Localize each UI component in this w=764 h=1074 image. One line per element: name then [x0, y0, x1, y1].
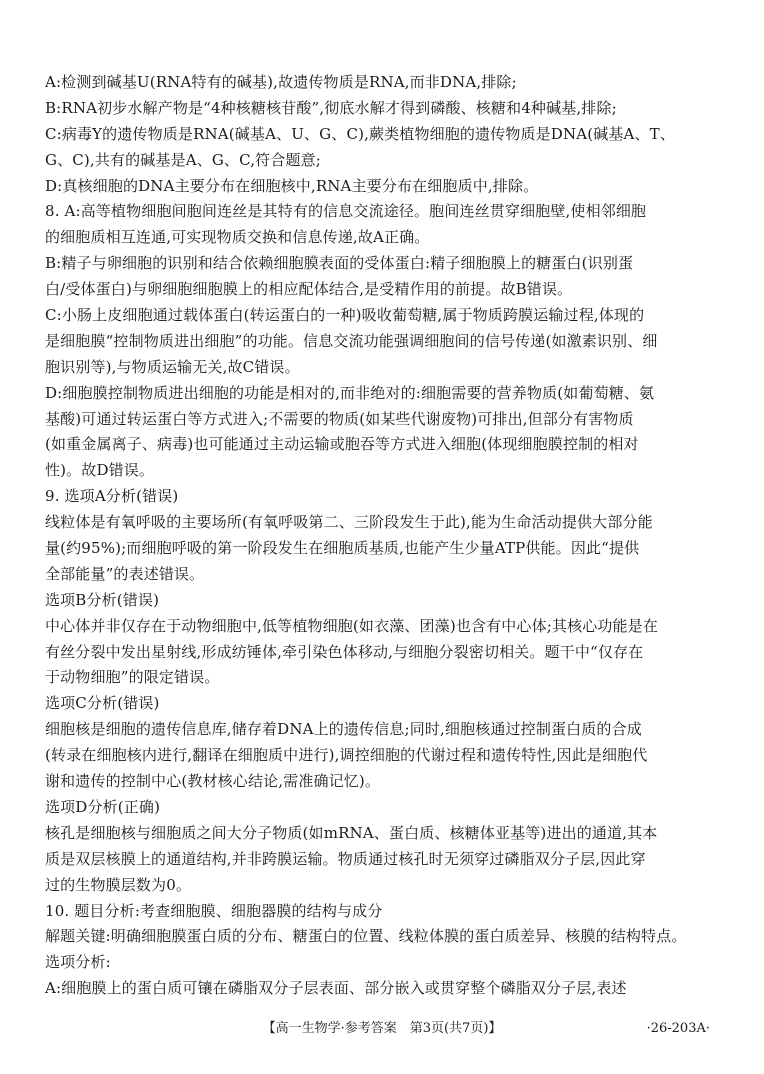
answer-text-body [45, 70, 725, 1002]
text-line: 过的生物膜层数为0。 [45, 875, 192, 894]
text-line: 质是双层核膜上的通道结构,并非跨膜运输。物质通过核孔时无须穿过磷脂双分子层,因此穿 [45, 849, 646, 868]
text-line: 9. 选项A分析(错误) [45, 487, 179, 506]
text-line: D:真核细胞的DNA主要分布在细胞核中,RNA主要分布在细胞质中,排除。 [45, 176, 539, 195]
text-line: 胞识别等),与物质运输无关,故C错误。 [45, 357, 300, 376]
text-line: B:RNA初步水解产物是“4种核糖核苷酸”,彻底水解才得到磷酸、核糖和4种碱基,排除; [45, 98, 617, 117]
text-line: 选项B分析(错误) [45, 590, 160, 609]
text-line: (转录在细胞核内进行,翻译在细胞质中进行),调控细胞的代谢过程和遗传特性,因此是细胞代 [45, 746, 648, 765]
text-line: 选项C分析(错误) [45, 694, 160, 713]
text-line: 核孔是细胞核与细胞质之间大分子物质(如mRNA、蛋白质、核糖体亚基等)进出的通道,其本 [45, 823, 658, 842]
text-line: 选项D分析(正确) [45, 797, 161, 816]
text-line: 白/受体蛋白)与卵细胞细胞膜上的相应配体结合,是受精作用的前提。故B错误。 [45, 280, 573, 299]
text-line: 全部能量”的表述错误。 [45, 564, 205, 583]
text-line: D:细胞膜控制物质进出细胞的功能是相对的,而非绝对的:细胞需要的营养物质(如葡萄糖、氨 [45, 383, 655, 402]
text-line: 细胞核是细胞的遗传信息库,储存着DNA上的遗传信息;同时,细胞核通过控制蛋白质的合成 [45, 720, 642, 739]
text-line: 量(约95%);而细胞呼吸的第一阶段发生在细胞质基质,也能产生少量ATP供能。因此“提供 [45, 539, 640, 558]
text-line: A:细胞膜上的蛋白质可镶在磷脂双分子层表面、部分嵌入或贯穿整个磷脂双分子层,表述 [45, 979, 627, 998]
text-line: 选项分析: [45, 953, 111, 972]
text-line: 于动物细胞”的限定错误。 [45, 668, 220, 687]
text-line: 解题关键:明确细胞膜蛋白质的分布、糖蛋白的位置、线粒体膜的蛋白质差异、核膜的结构特点。 [45, 927, 687, 946]
text-line: 谢和遗传的控制中心(教材核心结论,需准确记忆)。 [45, 772, 381, 791]
text-line: 基酸)可通过转运蛋白等方式进入;不需要的物质(如某些代谢废物)可排出,但部分有害物质 [45, 409, 634, 428]
page-footer [0, 1018, 764, 1040]
text-line: A:检测到碱基U(RNA特有的碱基),故遗传物质是RNA,而非DNA,排除; [45, 73, 517, 91]
text-line: 8. A:高等植物细胞间胞间连丝是其特有的信息交流途径。胞间连丝贯穿细胞壁,使相邻细胞 [45, 202, 647, 221]
text-line: 线粒体是有氧呼吸的主要场所(有氧呼吸第二、三阶段发生于此),能为生命活动提供大部分能 [45, 513, 653, 532]
text-line: 中心体并非仅存在于动物细胞中,低等植物细胞(如衣藻、团藻)也含有中心体;其核心功能是在 [45, 616, 658, 635]
footer-page-info: 【高一生物学·参考答案 第3页(共7页)】 [262, 1021, 502, 1036]
text-line: 是细胞膜“控制物质进出细胞”的功能。信息交流功能强调细胞间的信号传递(如激素识别、细 [45, 331, 658, 350]
text-line: C:小肠上皮细胞通过载体蛋白(转运蛋白的一种)吸收葡萄糖,属于物质跨膜运输过程,体现的 [45, 306, 645, 325]
text-line: 10. 题目分析:考查细胞膜、细胞器膜的结构与成分 [45, 901, 383, 920]
text-line: 的细胞质相互连通,可实现物质交换和信息传递,故A正确。 [45, 228, 430, 247]
text-line: C:病毒Y的遗传物质是RNA(碱基A、U、G、C),蕨类植物细胞的遗传物质是DNA(碱基A、T、 [45, 124, 675, 143]
text-line: 有丝分裂中发出星射线,形成纺锤体,牵引染色体移动,与细胞分裂密切相关。题干中“仅存在 [45, 642, 644, 661]
footer-doc-code: ·26-203A· [646, 1021, 710, 1036]
text-line: (如重金属离子、病毒)也可能通过主动运输或胞吞等方式进入细胞(体现细胞膜控制的相对 [45, 435, 639, 454]
text-line: G、C),共有的碱基是A、G、C,符合题意; [45, 150, 321, 169]
text-line: 性)。故D错误。 [45, 461, 155, 480]
text-line: B:精子与卵细胞的识别和结合依赖细胞膜表面的受体蛋白:精子细胞膜上的糖蛋白(识别蛋 [45, 254, 634, 273]
